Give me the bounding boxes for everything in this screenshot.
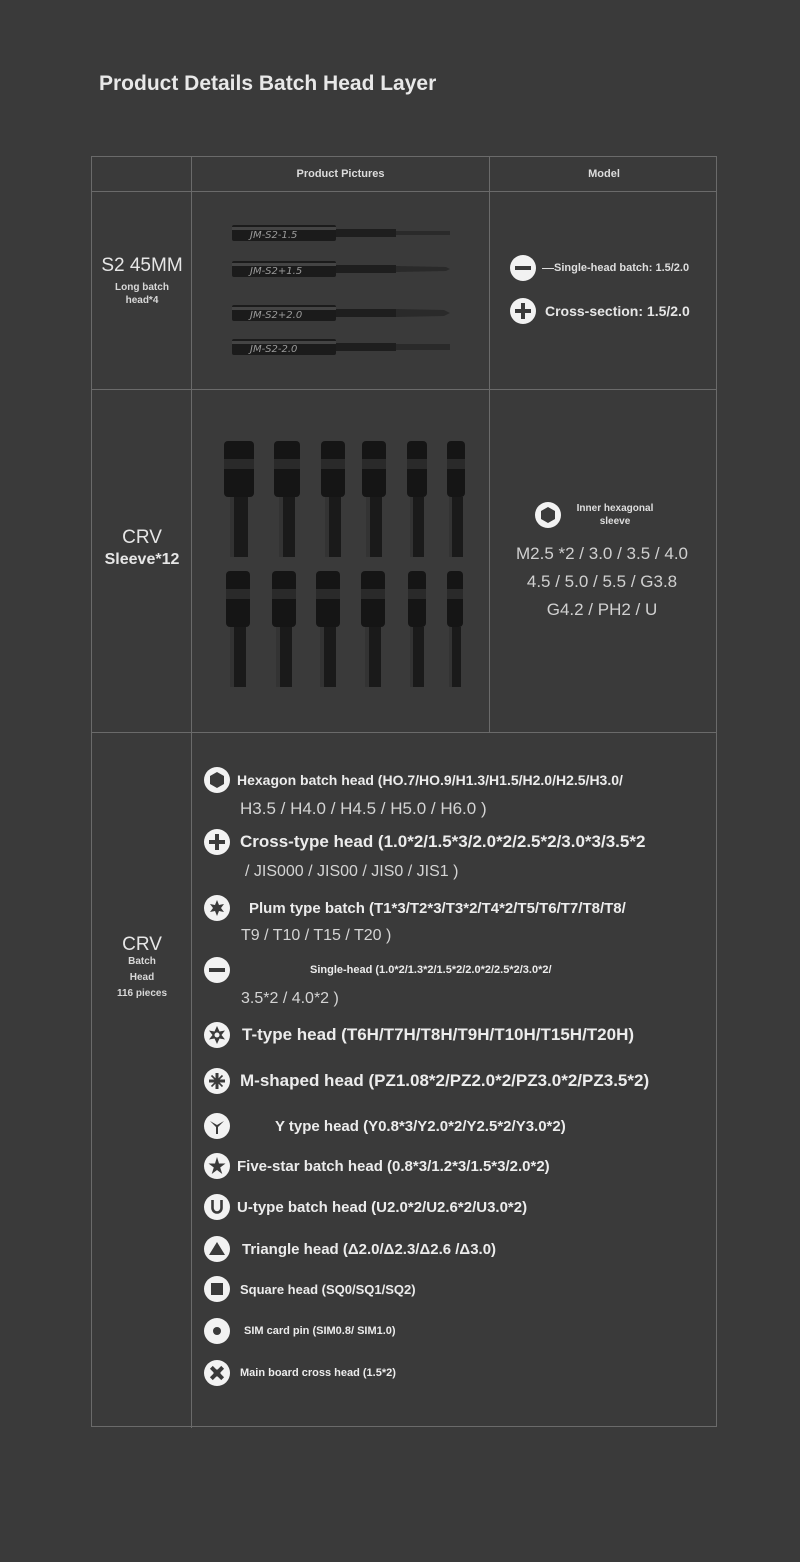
torx-icon (204, 895, 230, 921)
long-bit (232, 337, 452, 362)
sleeve-size-line: G4.2 / PH2 / U (546, 600, 658, 619)
u-type-icon (204, 1194, 230, 1220)
bit-label: JM-S2+2.0 (250, 310, 303, 321)
item-label: Y type head (Y0.8*3/Y2.0*2/Y2.5*2/Y3.0*2) (275, 1117, 566, 1135)
bit-label: JM-S2+1.5 (250, 266, 303, 277)
long-bit (232, 303, 452, 328)
row1-category-sub: Long batch head*4 (115, 282, 169, 306)
item-label: Square head (SQ0/SQ1/SQ2) (240, 1281, 416, 1297)
sleeve (270, 571, 298, 694)
sleeve-sizes (492, 540, 712, 624)
sleeve (360, 441, 388, 564)
sleeve (314, 571, 342, 694)
item-label: T-type head (T6H/T7H/T8H/T9H/T10H/T15H/T20H) (242, 1025, 635, 1044)
bit-label: JM-S2-2.0 (250, 344, 298, 355)
item-label: SIM card pin (SIM0.8/ SIM1.0) (244, 1325, 396, 1337)
sleeve (222, 441, 256, 564)
list-item (204, 829, 645, 855)
pentalobe-icon (204, 1153, 230, 1179)
row3-category-sub (92, 954, 192, 1002)
model-single-head (510, 255, 689, 281)
page-title: Product Details Batch Head Layer (99, 72, 437, 95)
hexagon-icon (535, 502, 561, 528)
hexagon-icon (204, 767, 230, 793)
triangle-icon (204, 1236, 230, 1262)
item-continuation: 3.5*2 / 4.0*2 ) (241, 990, 339, 1007)
sleeve-size-line: 4.5 / 5.0 / 5.5 / G3.8 (526, 572, 678, 591)
row3-sub-line: Batch (128, 956, 156, 967)
item-label: Plum type batch (T1*3/T2*3/T3*2/T4*2/T5/T6/T7/T8/T8/ (249, 899, 626, 917)
list-item (204, 1360, 396, 1386)
list-item (204, 1276, 416, 1302)
spec-table (91, 156, 717, 1427)
list-item (204, 895, 626, 921)
item-continuation: / JIS000 / JIS00 / JIS0 / JIS1 ) (245, 863, 459, 880)
hex-sleeve-label: Inner hexagonal sleeve (576, 503, 654, 527)
list-item (204, 957, 552, 983)
item-label: Hexagon batch head (HO.7/HO.9/H1.3/H1.5/H2.0/H2.5/H3.0/ (237, 772, 623, 788)
row2-category-title: CRV (122, 527, 162, 548)
sleeve-size-line: M2.5 *2 / 3.0 / 3.5 / 4.0 (516, 544, 688, 563)
model-hex-sleeve (535, 502, 665, 528)
item-label: Single-head (1.0*2/1.3*2/1.5*2/2.0*2/2.5*2/3.0*2/ (310, 964, 552, 976)
item-continuation: T9 / T10 / T15 / T20 ) (241, 927, 392, 944)
cross-section-label: Cross-section: 1.5/2.0 (545, 303, 690, 319)
row2-category-sub: Sleeve*12 (104, 551, 180, 568)
cross-icon (204, 829, 230, 855)
square-icon (204, 1276, 230, 1302)
leader-line (542, 268, 554, 269)
item-label: Cross-type head (1.0*2/1.5*3/2.0*2/2.5*2/3.0*3/3.5*2 (240, 832, 646, 851)
sleeve (445, 571, 465, 694)
sleeve (272, 441, 302, 564)
sleeve (224, 571, 252, 694)
row1-category (92, 255, 192, 307)
row1-category-title: S2 45MM (101, 255, 183, 276)
list-item (204, 1318, 396, 1344)
row3-sub-line: 116 pieces (116, 988, 168, 999)
slotted-icon (204, 957, 230, 983)
list-item (204, 767, 623, 793)
sleeve (405, 441, 429, 564)
list-item (204, 1236, 496, 1262)
row3-category (92, 934, 192, 1002)
list-item (204, 1068, 649, 1094)
list-item (204, 1022, 634, 1048)
list-item (204, 1153, 550, 1179)
item-label: Five-star batch head (0.8*3/1.2*3/1.5*3/2.0*2) (237, 1157, 550, 1175)
pozidriv-icon (204, 1068, 230, 1094)
row3-sub-line: Head (129, 972, 155, 983)
model-cross-section (510, 298, 690, 324)
item-label: Triangle head (Δ2.0/Δ2.3/Δ2.6 /Δ3.0) (242, 1240, 497, 1258)
long-bit (232, 259, 452, 284)
sleeve (359, 571, 387, 694)
bit-label: JM-S2-1.5 (250, 230, 298, 241)
item-label: U-type batch head (U2.0*2/U2.6*2/U3.0*2) (237, 1198, 528, 1216)
tri-wing-icon (204, 1113, 230, 1139)
long-bit (232, 223, 452, 248)
row3-category-title: CRV (122, 934, 162, 955)
item-label: Main board cross head (1.5*2) (240, 1367, 396, 1379)
sleeve (406, 571, 428, 694)
item-continuation: H3.5 / H4.0 / H4.5 / H5.0 / H6.0 ) (240, 799, 487, 818)
sleeve (445, 441, 467, 564)
slotted-icon (510, 255, 536, 281)
item-label: M-shaped head (PZ1.08*2/PZ2.0*2/PZ3.0*2/PZ3.5*2) (240, 1071, 650, 1090)
list-item (204, 1113, 566, 1139)
cross-icon (510, 298, 536, 324)
row2-category (92, 527, 192, 569)
header-pictures: Product Pictures (296, 168, 385, 180)
board-cross-icon (204, 1360, 230, 1386)
single-head-label: Single-head batch: 1.5/2.0 (554, 262, 690, 274)
sleeve (319, 441, 347, 564)
sim-pin-icon (204, 1318, 230, 1344)
list-item (204, 1194, 527, 1220)
header-model: Model (588, 168, 620, 180)
torx-hole-icon (204, 1022, 230, 1048)
